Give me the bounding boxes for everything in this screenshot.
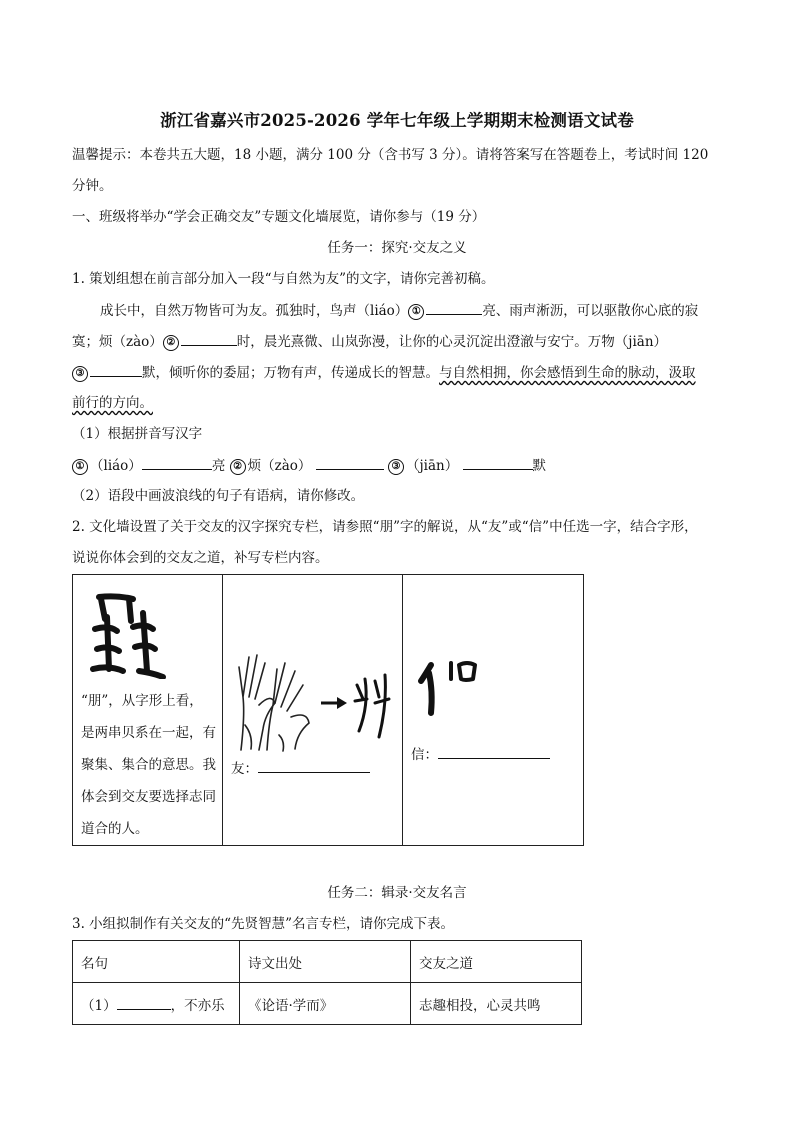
quote-cell (73, 983, 240, 1025)
passage-text: 默，倾听你的委屈；万物有声，传递成长的智慧。 (142, 365, 439, 381)
passage-line-1 (100, 300, 760, 321)
you-answer-row (231, 757, 370, 777)
passage-line-3 (72, 362, 732, 383)
peng-ancient-glyph (87, 589, 167, 679)
quote-suffix: ，不亦乐 (170, 997, 225, 1014)
character-table (72, 574, 584, 846)
fill-pinyin-2: 烦（zào） (247, 458, 312, 474)
passage-text: 时，晨光熹微、山岚弥漫，让你的心灵沉淀出澄澈与安宁。万物（jiān） (236, 334, 668, 350)
wavy-sentence-end: 前行的方向。 (72, 395, 153, 411)
quotes-table (72, 940, 582, 1025)
fill-pinyin-1: （liáo） (90, 458, 142, 474)
notice-line-1: 温馨提示：本卷共五大题，18 小题，满分 100 分（含书写 3 分）。请将答案写在答题卷上，考试时间 120 (72, 147, 709, 163)
xin-answer-row (411, 743, 550, 763)
xin-answer-blank[interactable] (438, 744, 550, 759)
notice-line-2: 分钟。 (72, 178, 113, 194)
fill-suffix-3: 默 (532, 458, 547, 474)
header-way: 交友之道 (411, 941, 582, 983)
source-cell: 《论语·学而》 (240, 983, 411, 1025)
peng-cell (73, 575, 223, 846)
table-header-row (73, 941, 582, 983)
exam-title: 浙江省嘉兴市2025-2026 学年七年级上学期期末检测语文试卷 (160, 111, 634, 130)
you-cell (223, 575, 403, 846)
passage-text: 亮、雨声淅沥，可以驱散你心底的寂 (482, 303, 699, 319)
xin-label: 信： (411, 747, 438, 763)
blank-number-1: ① (408, 304, 424, 320)
fill-pinyin-3: （jiān） (406, 458, 459, 474)
fill-suffix-1: 亮 (211, 458, 226, 474)
header-source: 诗文出处 (240, 941, 411, 983)
passage-text: 寞；烦（zào） (72, 334, 163, 350)
you-label: 友： (231, 761, 258, 777)
blank-number-3: ③ (72, 366, 88, 382)
answer-blank-2[interactable] (181, 331, 237, 346)
sub-question-1: （1）根据拼音写汉字 (72, 426, 203, 442)
answer-blank-3[interactable] (90, 362, 142, 377)
fill-number-3: ③ (388, 459, 404, 475)
two-hands-illustration (229, 645, 399, 755)
fill-number-1: ① (72, 459, 88, 475)
question-1-stem: 1. 策划组想在前言部分加入一段“与自然为友”的文字，请你完善初稿。 (72, 271, 495, 287)
way-cell: 志趣相投，心灵共鸣 (411, 983, 582, 1025)
table-row (73, 983, 582, 1025)
task-1-heading: 任务一：探究·交友之义 (327, 240, 467, 256)
fill-blank-1[interactable] (142, 455, 212, 470)
xin-ancient-glyph (415, 657, 495, 717)
question-3-stem: 3. 小组拟制作有关交友的“先贤智慧”名言专栏，请你完成下表。 (72, 916, 454, 932)
you-answer-blank[interactable] (258, 758, 370, 773)
fill-number-2: ② (230, 459, 246, 475)
question-2-line-1: 2. 文化墙设置了关于交友的汉字探究专栏，请参照“朋”字的解说，从“友”或“信”中任选一字，结合字形， (72, 519, 698, 535)
passage-line-4 (72, 393, 732, 413)
passage-line-2 (72, 331, 732, 352)
blank-number-2: ② (163, 335, 179, 351)
question-2-line-2: 说说你体会到的交友之道，补写专栏内容。 (72, 550, 329, 566)
passage-text: 成长中，自然万物皆可为友。孤独时，鸟声（liáo） (100, 303, 409, 319)
task-2-heading: 任务二：辑录·交友名言 (327, 885, 467, 901)
row-number: （1） (81, 997, 117, 1014)
fill-blank-2[interactable] (316, 455, 384, 470)
xin-cell (403, 575, 584, 846)
peng-explanation: “朋”，从字形上看，是两串贝系在一起，有聚集、集合的意思。我体会到交友要选择志同道合的人。 (81, 693, 216, 837)
sub-question-2: （2）语段中画波浪线的句子有语病，请你修改。 (72, 488, 365, 504)
wavy-sentence: 与自然相拥，你会感悟到生命的脉动，汲取 (439, 365, 696, 381)
answer-blank-1[interactable] (426, 300, 482, 315)
quote-answer-blank[interactable] (117, 995, 171, 1010)
section-1-heading: 一、班级将举办“学会正确交友”专题文化墙展览，请你参与（19 分） (72, 209, 486, 225)
fill-blank-3[interactable] (463, 455, 533, 470)
header-quote: 名句 (73, 941, 240, 983)
pinyin-fill-row (72, 455, 732, 476)
